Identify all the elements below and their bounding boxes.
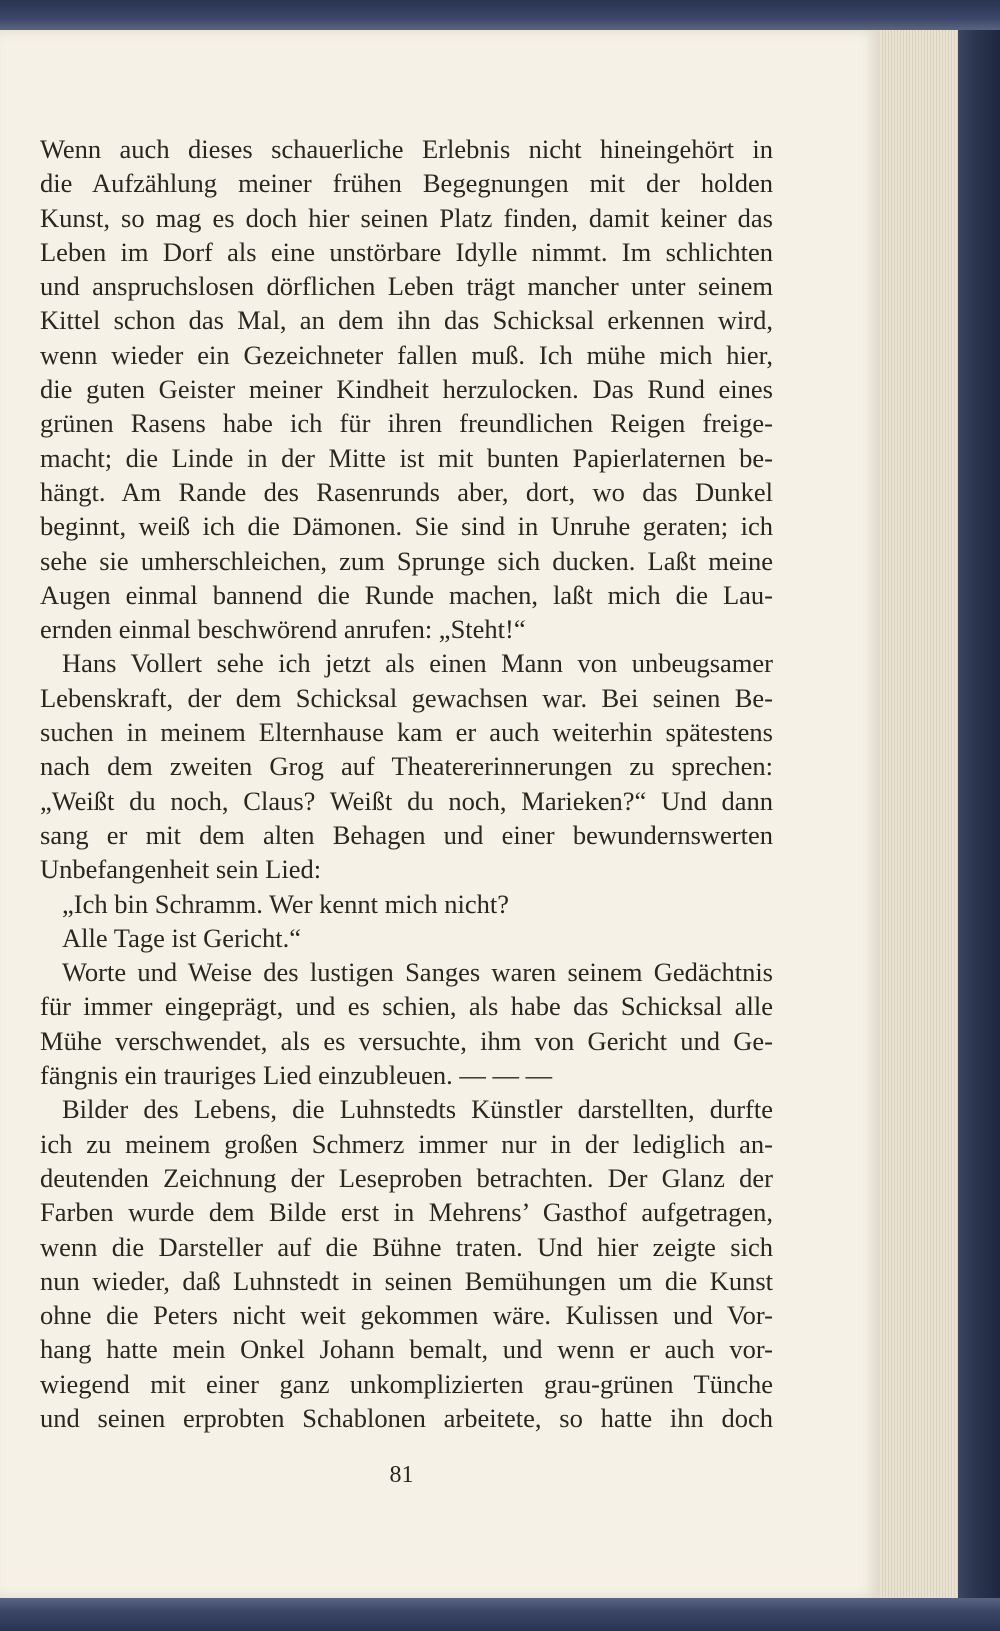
text-line: Unbefangenheit sein Lied:: [40, 854, 322, 885]
text-line: Leben im Dorf als eine unstörbare Idylle nimmt. Im schlichten: [40, 236, 773, 267]
text-line: hängt. Am Rande des Rasenrunds aber, dort, wo das Dunkel: [40, 476, 773, 507]
text-line: Lebenskraft, der dem Schicksal gewachsen war. Bei seinen Be-: [40, 682, 773, 713]
text-line: für immer eingeprägt, und es schien, als habe das Schicksal alle: [40, 991, 773, 1022]
paragraph-3: [40, 955, 773, 1092]
book-cover-edge: [958, 0, 1000, 1631]
text-line: sang er mit dem alten Behagen und einer bewundernswerten: [40, 819, 773, 850]
text-line: deutenden Zeichnung der Leseproben betrachten. Der Glanz der: [40, 1162, 773, 1193]
text-line: wiegend mit einer ganz unkomplizierten grau-grünen Tünche: [40, 1368, 773, 1399]
text-line: wenn wieder ein Gezeichneter fallen muß. Ich mühe mich hier,: [40, 339, 773, 370]
body-text: [40, 132, 773, 1435]
text-line: Kunst, so mag es doch hier seinen Platz finden, damit keiner das: [40, 202, 773, 233]
paragraph-2: [40, 646, 773, 886]
text-line: Hans Vollert sehe ich jetzt als einen Mann von unbeugsamer: [62, 648, 773, 679]
text-line: Alle Tage ist Gericht.“: [62, 922, 302, 953]
text-line: ernden einmal beschwörend anrufen: „Steht!“: [40, 614, 526, 645]
book-cover-bottom: [0, 1598, 1000, 1631]
text-line: die Aufzählung meiner frühen Begegnungen mit der holden: [40, 168, 773, 199]
paragraph-1: [40, 132, 773, 646]
song-quote: [40, 887, 773, 956]
text-line: wenn die Darsteller auf die Bühne traten. Und hier zeigte sich: [40, 1231, 773, 1262]
text-line: Mühe verschwendet, als es versuchte, ihm von Gericht und Ge-: [40, 1025, 773, 1056]
book-page: [0, 30, 880, 1598]
text-line: Kittel schon das Mal, an dem ihn das Schicksal erkennen wird,: [40, 305, 773, 336]
text-line: macht; die Linde in der Mitte ist mit bunten Papierlaternen be-: [40, 442, 773, 473]
text-line: beginnt, weiß ich die Dämonen. Sie sind in Unruhe geraten; ich: [40, 511, 773, 542]
text-line: ohne die Peters nicht weit gekommen wäre. Kulissen und Vor-: [40, 1300, 773, 1331]
text-line: „Ich bin Schramm. Wer kennt mich nicht?: [62, 888, 510, 919]
text-line: nach dem zweiten Grog auf Theatererinnerungen zu sprechen:: [40, 751, 773, 782]
text-line: und anspruchslosen dörflichen Leben trägt mancher unter seinem: [40, 271, 773, 302]
text-line: hang hatte mein Onkel Johann bemalt, und wenn er auch vor-: [40, 1334, 773, 1365]
paragraph-4: [40, 1092, 773, 1435]
text-line: ich zu meinem großen Schmerz immer nur in der lediglich an-: [40, 1128, 773, 1159]
text-line: nun wieder, daß Luhnstedt in seinen Bemühungen um die Kunst: [40, 1265, 773, 1296]
book-cover-top: [0, 0, 1000, 30]
text-line: „Weißt du noch, Claus? Weißt du noch, Marieken?“ Und dann: [40, 785, 773, 816]
text-line: und seinen erprobten Schablonen arbeitete, so hatte ihn doch: [40, 1402, 773, 1433]
text-line: Wenn auch dieses schauerliche Erlebnis nicht hineingehört in: [40, 134, 773, 164]
text-line: grünen Rasens habe ich für ihren freundlichen Reigen freige-: [40, 408, 773, 439]
text-line: Farben wurde dem Bilde erst in Mehrens’ Gasthof aufgetragen,: [40, 1197, 773, 1228]
text-line: fängnis ein trauriges Lied einzubleuen. — — —: [40, 1060, 553, 1091]
text-line: Worte und Weise des lustigen Sanges waren seinem Gedächtnis: [62, 957, 773, 988]
text-line: sehe sie umherschleichen, zum Sprunge sich ducken. Laßt meine: [40, 545, 773, 576]
text-line: Bilder des Lebens, die Luhnstedts Künstler darstellten, durfte: [62, 1094, 773, 1125]
text-line: die guten Geister meiner Kindheit herzulocken. Das Rund eines: [40, 374, 773, 405]
text-line: suchen in meinem Elternhause kam er auch weiterhin spätestens: [40, 717, 773, 748]
text-line: Augen einmal bannend die Runde machen, laßt mich die Lau-: [40, 579, 773, 610]
page-edges: [880, 30, 958, 1598]
page-number: 81: [389, 1462, 414, 1488]
